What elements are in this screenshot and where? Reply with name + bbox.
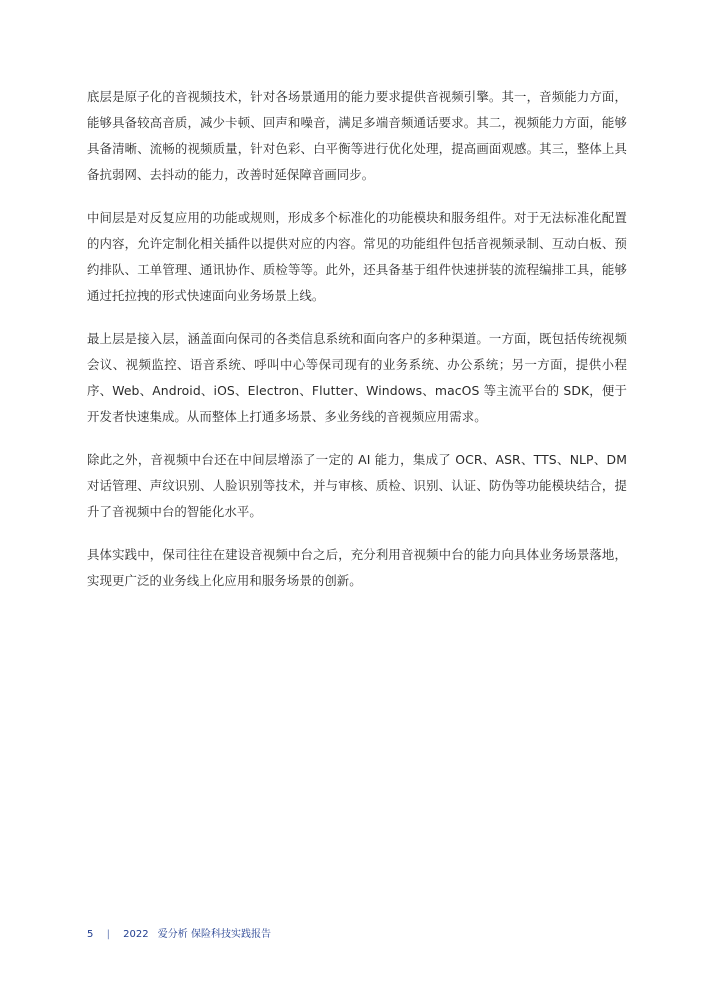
- paragraph-bottom-layer: 底层是原子化的音视频技术，针对各场景通用的能力要求提供音视频引擎。其一，音频能力方面，能够具备较高音质，减少卡顿、回声和噪音，满足多端音频通话要求。其二，视频能力方面，能够具备清晰、流畅的视频质量，针对色彩、白平衡等进行优化处理，提高画面观感。其三，整体上具备抗弱网、去抖动的能力，改善时延保障音画同步。: [87, 89, 627, 182]
- footer-publisher: 爱分析: [157, 929, 188, 940]
- paragraph-practice: 具体实践中，保司往往在建设音视频中台之后，充分利用音视频中台的能力向具体业务场景落地，实现更广泛的业务线上化应用和服务场景的创新。: [87, 547, 627, 588]
- footer-report-title: 保险科技实践报告: [190, 929, 271, 940]
- page-footer: [87, 925, 271, 940]
- page-number: 5: [87, 929, 94, 940]
- paragraph-top-layer: 最上层是接入层，涵盖面向保司的各类信息系统和面向客户的多种渠道。一方面，既包括传统视频会议、视频监控、语音系统、呼叫中心等保司现有的业务系统、办公系统；另一方面，提供小程序、Web、Android、iOS、Electron、Flutter、Windows、macOS 等主流平台的 SDK，便于开发者快速集成。从而整体上打通多场景、多业务线的音视频应用需求。: [87, 331, 627, 424]
- footer-separator: |: [106, 929, 110, 940]
- paragraph-middle-layer: 中间层是对反复应用的功能或规则，形成多个标准化的功能模块和服务组件。对于无法标准化配置的内容，允许定制化相关插件以提供对应的内容。常见的功能组件包括音视频录制、互动白板、预约排队、工单管理、通讯协作、质检等等。此外，还具备基于组件快速拼装的流程编排工具，能够通过托拉拽的形式快速面向业务场景上线。: [87, 210, 627, 303]
- document-body: [87, 84, 627, 611]
- paragraph-ai-capability: 除此之外，音视频中台还在中间层增添了一定的 AI 能力，集成了 OCR、ASR、TTS、NLP、DM 对话管理、声纹识别、人脸识别等技术，并与审核、质检、识别、认证、防伪等功能模块结合，提升了音视频中台的智能化水平。: [87, 452, 627, 519]
- footer-year: 2022: [123, 929, 149, 940]
